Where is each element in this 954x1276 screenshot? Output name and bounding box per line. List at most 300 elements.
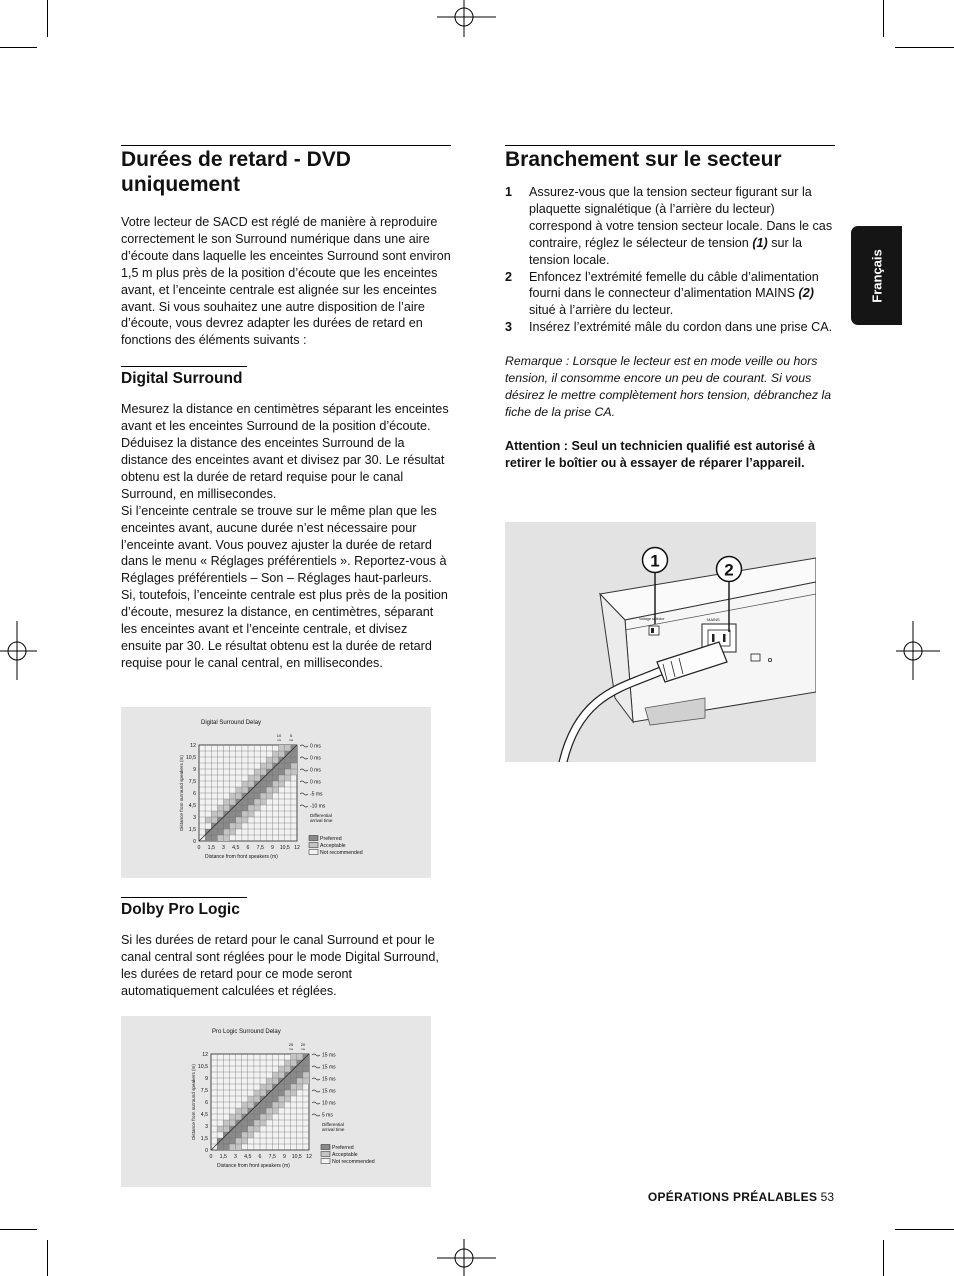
chart-top-delay-unit: ms xyxy=(289,738,293,742)
chart-arrival-tick xyxy=(300,793,308,795)
chart-zone-cell xyxy=(260,1114,266,1120)
chart-zone-cell xyxy=(260,769,266,775)
chart-zone-cell xyxy=(303,1060,309,1066)
chart-zone-cell xyxy=(278,1066,284,1072)
chart-zone-cell xyxy=(236,811,242,817)
chart-zone-cell xyxy=(285,745,291,751)
chart-title: Pro Logic Surround Delay xyxy=(212,1029,281,1035)
chart-zone-cell xyxy=(291,1078,297,1084)
chart-top-delay-label: 10 xyxy=(276,733,282,738)
callout-2-label: 2 xyxy=(724,560,734,580)
chart-zone-cell xyxy=(266,1114,272,1120)
chart-arrival-label: -10 ms xyxy=(310,803,326,810)
chart-zone-cell xyxy=(266,781,272,787)
chart-zone-cell xyxy=(248,799,254,805)
chart-x-tick: 7,5 xyxy=(268,1154,276,1160)
chart-legend-swatch xyxy=(309,843,318,848)
chart-zone-cell xyxy=(279,745,285,751)
step-text: Assurez-vous que la tension secteur figurant sur la plaquette signalétique (à l’arrière du lecteur) correspond à votre tension secteur locale. Dans le cas contraire, réglez le sélecteur de tension xyxy=(529,185,833,250)
chart-zone-cell xyxy=(229,1120,235,1126)
chart-zone-cell xyxy=(254,805,260,811)
chart-zone-cell xyxy=(303,1078,309,1084)
chart-arrival-caption: arrival time xyxy=(310,818,333,823)
step-number: 2 xyxy=(505,269,513,284)
chart-zone-cell xyxy=(273,787,279,793)
chart-arrival-label: 15 ms xyxy=(322,1076,336,1083)
chart-arrival-label: 5 ms xyxy=(322,1112,333,1119)
step-reference: (2) xyxy=(798,286,814,301)
chart-zone-cell xyxy=(211,817,217,823)
chart-x-tick: 12 xyxy=(306,1154,312,1160)
chart-zone-cell xyxy=(248,805,254,811)
chart-zone-cell xyxy=(291,1090,297,1096)
chart-zone-cell xyxy=(236,1108,242,1114)
chart-zone-cell xyxy=(260,1120,266,1126)
chart-zone-cell xyxy=(266,1108,272,1114)
chart-zone-cell xyxy=(254,769,260,775)
step-text: Insérez l’extrémité mâle du cordon dans une prise CA. xyxy=(529,320,833,335)
chart-zone-cell xyxy=(254,1108,260,1114)
chart-arrival-tick xyxy=(300,769,308,771)
chart-zone-cell xyxy=(291,763,297,769)
chart-arrival-label: 0 ms xyxy=(310,779,321,786)
chart-arrival-tick xyxy=(300,781,308,783)
chart-zone-cell xyxy=(260,1102,266,1108)
chart-zone-cell xyxy=(229,1114,235,1120)
chart-y-tick: 1,5 xyxy=(188,827,196,833)
subsection-title-dolby: Dolby Pro Logic xyxy=(121,901,240,918)
registration-mark-bottom xyxy=(437,1239,497,1276)
chart-arrival-tick xyxy=(300,757,308,759)
chart-zone-cell xyxy=(260,781,266,787)
chart-y-tick: 1,5 xyxy=(200,1136,208,1142)
digital-paragraph-4: Si, toutefois, l’enceinte centrale est plus près de la position d’écoute, mesurez la distance, en centimètres, séparant les enceintes avant et l’enceinte centrale, et divisez ensuite par 30. Le résultat obtenu est la durée de retard requise pour le canal central, en millisecondes. xyxy=(121,588,448,670)
chart-y-tick: 6 xyxy=(205,1100,208,1106)
chart-zone-cell xyxy=(279,763,285,769)
subsection-title-digital: Digital Surround xyxy=(121,370,243,388)
chart-zone-cell xyxy=(291,1072,297,1078)
chart-top-delay-unit: ms xyxy=(301,1047,305,1051)
chart-zone-cell xyxy=(236,1132,242,1138)
chart-zone-cell xyxy=(285,1066,291,1072)
chart-legend-swatch xyxy=(309,836,318,841)
chart-zone-cell xyxy=(205,817,211,823)
chart-arrival-tick xyxy=(312,1078,320,1080)
chart-legend-swatch xyxy=(321,1159,330,1164)
chart-x-tick: 9 xyxy=(271,845,274,851)
chart-y-tick: 3 xyxy=(205,1124,208,1130)
chart-zone-cell xyxy=(229,1144,235,1150)
chart-zone-cell xyxy=(303,1066,309,1072)
chart-x-tick: 0 xyxy=(197,845,201,851)
section-title-mains: Branchement sur le secteur xyxy=(505,148,782,171)
chart-x-tick: 1,5 xyxy=(219,1154,227,1160)
chart-top-delay-label: 20 xyxy=(300,1042,306,1047)
crop-mark xyxy=(883,0,884,37)
chart-zone-cell xyxy=(279,751,285,757)
chart-arrival-tick xyxy=(300,805,308,807)
chart-x-tick: 3 xyxy=(222,845,225,851)
chart-zone-cell xyxy=(272,1096,278,1102)
chart-zone-cell xyxy=(266,775,272,781)
chart-zone-cell xyxy=(254,793,260,799)
chart-zone-cell xyxy=(291,1060,297,1066)
chart-arrival-label: 15 ms xyxy=(322,1052,336,1059)
subsection-rule xyxy=(121,366,247,367)
chart-arrival-tick xyxy=(312,1114,320,1116)
chart-zone-cell xyxy=(236,823,242,829)
chart-zone-cell xyxy=(248,1102,254,1108)
digital-paragraph-2: Déduisez la distance des enceintes Surround de la distance des enceintes avant et divisez par 30. Le résultat obtenu est la durée de retard requise pour le canal Surround, en millisecondes. xyxy=(121,436,445,501)
step-item xyxy=(505,184,835,269)
chart-legend-swatch xyxy=(309,850,318,855)
chart-zone-cell xyxy=(273,769,279,775)
chart-zone-cell xyxy=(217,829,223,835)
attention-warning: Attention : Seul un technicien qualifié est autorisé à retirer le boîtier ou à essayer de réparer l’appareil. xyxy=(505,438,815,470)
chart-zone-cell xyxy=(230,829,236,835)
chart-arrival-label: 10 ms xyxy=(322,1100,336,1107)
chart-x-tick: 9 xyxy=(283,1154,286,1160)
chart-zone-cell xyxy=(266,793,272,799)
chart-top-delay-label: 25 xyxy=(288,1042,294,1047)
chart-zone-cell xyxy=(217,1126,223,1132)
chart-zone-cell xyxy=(248,1114,254,1120)
chart-zone-cell xyxy=(236,805,242,811)
chart-zone-cell xyxy=(285,1084,291,1090)
chart-zone-cell xyxy=(254,787,260,793)
chart-zone-cell xyxy=(260,1084,266,1090)
language-tab-label: Français xyxy=(869,248,884,303)
crop-mark xyxy=(47,0,48,37)
chart-zone-cell xyxy=(236,793,242,799)
chart-zone-cell xyxy=(279,775,285,781)
chart-x-tick: 3 xyxy=(234,1154,237,1160)
chart-zone-cell xyxy=(272,1108,278,1114)
chart-zone-cell xyxy=(273,775,279,781)
chart-y-tick: 3 xyxy=(193,815,196,821)
chart-zone-cell xyxy=(224,805,230,811)
chart-y-tick: 7,5 xyxy=(200,1088,208,1094)
chart-x-tick: 6 xyxy=(246,845,250,851)
chart-zone-cell xyxy=(278,1102,284,1108)
chart-zone-cell xyxy=(266,1078,272,1084)
chart-zone-cell xyxy=(279,769,285,775)
chart-zone-cell xyxy=(285,763,291,769)
chart-zone-cell xyxy=(260,1090,266,1096)
chart-zone-cell xyxy=(236,1126,242,1132)
chart-zone-cell xyxy=(248,775,254,781)
chart-zone-cell xyxy=(230,811,236,817)
chart-arrival-caption: Differential xyxy=(310,813,332,818)
chart-y-tick: 4,5 xyxy=(188,803,196,809)
chart-zone-cell xyxy=(242,1132,248,1138)
chart-zone-cell xyxy=(285,1090,291,1096)
chart-title: Digital Surround Delay xyxy=(201,720,262,726)
chart-zone-cell xyxy=(211,811,217,817)
chart-zone-cell xyxy=(242,787,248,793)
chart-arrival-tick xyxy=(312,1066,320,1068)
chart-zone-cell xyxy=(242,1102,248,1108)
chart-zone-cell xyxy=(272,1078,278,1084)
step-text: situé à l’arrière du lecteur. xyxy=(529,303,674,318)
chart-y-tick: 7,5 xyxy=(188,779,196,785)
chart-arrival-tick xyxy=(312,1102,320,1104)
chart-zone-cell xyxy=(272,1090,278,1096)
chart-zone-cell xyxy=(223,1138,229,1144)
chart-zone-cell xyxy=(254,1090,260,1096)
chart-zone-cell xyxy=(224,829,230,835)
chart-y-tick: 0 xyxy=(205,1148,208,1154)
chart-top-delay-unit: ms xyxy=(289,1047,293,1051)
page-number: 53 xyxy=(820,1190,834,1204)
chart-zone-cell xyxy=(236,817,242,823)
pro-logic-chart-svg xyxy=(121,1016,431,1187)
step-number: 1 xyxy=(505,185,513,199)
chart-zone-cell xyxy=(278,1090,284,1096)
chart-zone-cell xyxy=(205,835,211,841)
chart-zone-cell xyxy=(254,1126,260,1132)
chart-x-tick: 1,5 xyxy=(207,845,215,851)
chart-y-tick: 9 xyxy=(205,1076,208,1082)
chart-zone-cell xyxy=(285,1060,291,1066)
chart-zone-cell xyxy=(266,1096,272,1102)
chart-zone-cell xyxy=(291,757,297,763)
chart-zone-cell xyxy=(278,1084,284,1090)
crop-mark xyxy=(0,47,37,48)
chart-legend-label: Preferred xyxy=(320,836,342,842)
pro-logic-chart xyxy=(121,1016,431,1187)
chart-legend-label: Acceptable xyxy=(332,1152,358,1158)
chart-zone-cell xyxy=(217,835,223,841)
chart-zone-cell xyxy=(224,835,230,841)
chart-zone-cell xyxy=(272,1072,278,1078)
chart-zone-cell xyxy=(254,799,260,805)
language-tab xyxy=(851,226,902,325)
chart-legend-swatch xyxy=(321,1152,330,1157)
chart-zone-cell xyxy=(272,1102,278,1108)
chart-y-tick: 6 xyxy=(193,791,196,797)
chart-zone-cell xyxy=(242,1138,248,1144)
chart-zone-cell xyxy=(285,775,291,781)
chart-zone-cell xyxy=(260,763,266,769)
chart-y-label: Distance from surround speakers (m) xyxy=(191,1064,196,1140)
chart-zone-cell xyxy=(248,793,254,799)
dolby-paragraph: Si les durées de retard pour le canal Surround et pour le canal central sont réglées pour le mode Digital Surround, les durées de retard pour ce mode seront automatiquement calculées et réglées. xyxy=(121,933,439,998)
mains-label: MAINS xyxy=(707,617,720,622)
chart-zone-cell xyxy=(242,799,248,805)
chart-legend-swatch xyxy=(321,1145,330,1150)
chart-zone-cell xyxy=(254,1114,260,1120)
chart-zone-cell xyxy=(230,817,236,823)
chart-zone-cell xyxy=(285,1078,291,1084)
chart-zone-cell xyxy=(273,757,279,763)
chart-zone-cell xyxy=(248,1096,254,1102)
crop-mark xyxy=(895,47,954,48)
chart-zone-cell xyxy=(266,1084,272,1090)
chart-zone-cell xyxy=(297,1084,303,1090)
chart-zone-cell xyxy=(291,1054,297,1060)
chart-arrival-tick xyxy=(300,745,308,747)
chart-y-label: Distance from surround speakers (m) xyxy=(179,755,184,831)
chart-zone-cell xyxy=(217,805,223,811)
chart-zone-cell xyxy=(254,775,260,781)
chart-zone-cell xyxy=(279,781,285,787)
chart-zone-cell xyxy=(285,769,291,775)
chart-zone-cell xyxy=(285,757,291,763)
dolby-section xyxy=(121,897,451,1000)
chart-zone-cell xyxy=(217,1144,223,1150)
chart-x-tick: 7,5 xyxy=(256,845,264,851)
chart-zone-cell xyxy=(224,799,230,805)
chart-zone-cell xyxy=(223,1144,229,1150)
chart-zone-cell xyxy=(266,757,272,763)
chart-zone-cell xyxy=(223,1120,229,1126)
chart-zone-cell xyxy=(242,811,248,817)
remark-note: Remarque : Lorsque le lecteur est en mode veille ou hors tension, il consomme encore un peu de courant. Si vous désirez le mettre complètement hors tension, débranchez la fiche de la prise CA. xyxy=(505,354,832,419)
chart-zone-cell xyxy=(248,1132,254,1138)
footer-section-name: OPÉRATIONS PRÉALABLES xyxy=(647,1190,818,1204)
chart-zone-cell xyxy=(297,1054,303,1060)
chart-zone-cell xyxy=(260,793,266,799)
chart-y-tick: 12 xyxy=(202,1052,208,1058)
chart-zone-cell xyxy=(285,1096,291,1102)
crop-mark xyxy=(0,1229,37,1230)
chart-zone-cell xyxy=(248,781,254,787)
chart-arrival-caption: arrival time xyxy=(322,1127,345,1132)
chart-zone-cell xyxy=(297,1066,303,1072)
chart-zone-cell xyxy=(254,1096,260,1102)
step-reference: (1) xyxy=(752,235,768,250)
chart-y-tick: 10,5 xyxy=(197,1064,208,1070)
chart-zone-cell xyxy=(242,817,248,823)
step-text: sur la tension locale. xyxy=(529,235,803,267)
chart-zone-cell xyxy=(242,1126,248,1132)
chart-zone-cell xyxy=(230,823,236,829)
chart-zone-cell xyxy=(254,1120,260,1126)
subsection-rule xyxy=(121,897,247,898)
chart-legend-label: Acceptable xyxy=(320,843,346,849)
section-title-delays: Durées de retard - DVD uniquement xyxy=(121,148,351,196)
chart-zone-cell xyxy=(291,1084,297,1090)
voltage-selector-label: Voltage selector xyxy=(639,617,665,621)
chart-legend-label: Preferred xyxy=(332,1145,354,1151)
chart-zone-cell xyxy=(224,817,230,823)
device-illustration xyxy=(505,522,816,762)
chart-zone-cell xyxy=(217,823,223,829)
chart-y-tick: 4,5 xyxy=(200,1112,208,1118)
chart-arrival-label: 0 ms xyxy=(310,755,321,762)
chart-zone-cell xyxy=(229,1138,235,1144)
chart-zone-cell xyxy=(260,787,266,793)
chart-zone-cell xyxy=(266,1102,272,1108)
step-item xyxy=(505,269,835,320)
chart-x-label: Distance from front speakers (m) xyxy=(217,1163,290,1169)
chart-arrival-label: 0 ms xyxy=(310,743,321,750)
registration-mark-top xyxy=(437,0,497,38)
chart-zone-cell xyxy=(242,1120,248,1126)
chart-zone-cell xyxy=(236,1138,242,1144)
chart-zone-cell xyxy=(278,1072,284,1078)
chart-zone-cell xyxy=(211,835,217,841)
chart-legend-label: Not recommended xyxy=(320,850,363,856)
chart-zone-cell xyxy=(273,781,279,787)
chart-zone-cell xyxy=(242,805,248,811)
chart-zone-cell xyxy=(217,811,223,817)
chart-x-tick: 10,5 xyxy=(279,845,290,851)
chart-x-tick: 12 xyxy=(294,845,300,851)
chart-top-delay-unit: ms xyxy=(277,738,281,742)
chart-zone-cell xyxy=(278,1096,284,1102)
chart-zone-cell xyxy=(236,787,242,793)
chart-y-tick: 9 xyxy=(193,767,196,773)
chart-top-delay-label: 5 xyxy=(289,733,293,738)
digital-surround-chart xyxy=(121,707,431,878)
chart-arrival-caption: Differential xyxy=(322,1122,344,1127)
chart-zone-cell xyxy=(230,793,236,799)
chart-y-tick: 0 xyxy=(193,839,196,845)
chart-zone-cell xyxy=(248,1126,254,1132)
left-column xyxy=(121,145,451,672)
chart-zone-cell xyxy=(236,1144,242,1150)
chart-zone-cell xyxy=(297,1072,303,1078)
digital-paragraph-1: Mesurez la distance en centimètres séparant les enceintes avant et les enceintes Surround de la position d’écoute. xyxy=(121,402,449,434)
chart-x-tick: 10,5 xyxy=(291,1154,302,1160)
chart-zone-cell xyxy=(248,811,254,817)
crop-mark xyxy=(883,1240,884,1276)
chart-arrival-label: 15 ms xyxy=(322,1088,336,1095)
chart-zone-cell xyxy=(273,751,279,757)
callout-1-label: 1 xyxy=(650,551,660,571)
intro-paragraph: Votre lecteur de SACD est réglé de manière à reproduire correctement le son Surround numérique dans une aire d’écoute dans laquelle les enceintes Surround sont environ 1,5 m plus près de la position d’écoute que les enceintes avant, et l’enceinte centrale est alignée sur les enceintes avant. Si vous souhaitez une autre disposition de l’aire d’écoute, vous devrez adapter les durées de retard en fonctions des éléments suivants : xyxy=(121,215,451,348)
chart-y-tick: 10,5 xyxy=(185,755,196,761)
chart-zone-cell xyxy=(260,1108,266,1114)
chart-arrival-tick xyxy=(312,1090,320,1092)
step-text: Enfoncez l’extrémité femelle du câble d’alimentation fourni dans le connecteur d’alimentation MAINS xyxy=(529,269,819,301)
chart-x-tick: 4,5 xyxy=(232,845,240,851)
chart-zone-cell xyxy=(224,823,230,829)
chart-x-label: Distance from front speakers (m) xyxy=(205,854,278,860)
step-number: 3 xyxy=(505,320,513,335)
step-item xyxy=(505,319,835,336)
right-column xyxy=(505,145,835,472)
chart-y-tick: 12 xyxy=(190,743,196,749)
digital-paragraph-3: Si l’enceinte centrale se trouve sur le même plan que les enceintes avant, aucune durée n’est nécessaire pour l’enceinte avant. Vous pouvez ajuster la durée de retard dans le menu « Réglages préférentiels ». Reportez-vous à Réglages préférentiels – Son – Réglages haut-parleurs. xyxy=(121,503,447,586)
chart-zone-cell xyxy=(291,769,297,775)
page-footer xyxy=(648,1190,834,1204)
chart-zone-cell xyxy=(303,1072,309,1078)
registration-mark-left xyxy=(0,621,38,681)
crop-mark xyxy=(895,1229,954,1230)
chart-zone-cell xyxy=(229,1132,235,1138)
chart-zone-cell xyxy=(242,1108,248,1114)
chart-zone-cell xyxy=(242,781,248,787)
chart-arrival-label: 15 ms xyxy=(322,1064,336,1071)
chart-zone-cell xyxy=(236,1114,242,1120)
chart-zone-cell xyxy=(266,763,272,769)
chart-zone-cell xyxy=(260,799,266,805)
chart-legend-label: Not recommended xyxy=(332,1159,375,1165)
chart-arrival-label: 0 ms xyxy=(310,767,321,774)
chart-zone-cell xyxy=(297,1078,303,1084)
chart-arrival-label: -5 ms xyxy=(310,791,323,798)
chart-zone-cell xyxy=(211,829,217,835)
registration-mark-right xyxy=(896,621,941,681)
chart-x-tick: 0 xyxy=(209,1154,213,1160)
chart-zone-cell xyxy=(248,1120,254,1126)
chart-arrival-tick xyxy=(312,1054,320,1056)
mains-connection-figure xyxy=(505,522,816,762)
digital-surround-chart-svg xyxy=(121,707,431,878)
